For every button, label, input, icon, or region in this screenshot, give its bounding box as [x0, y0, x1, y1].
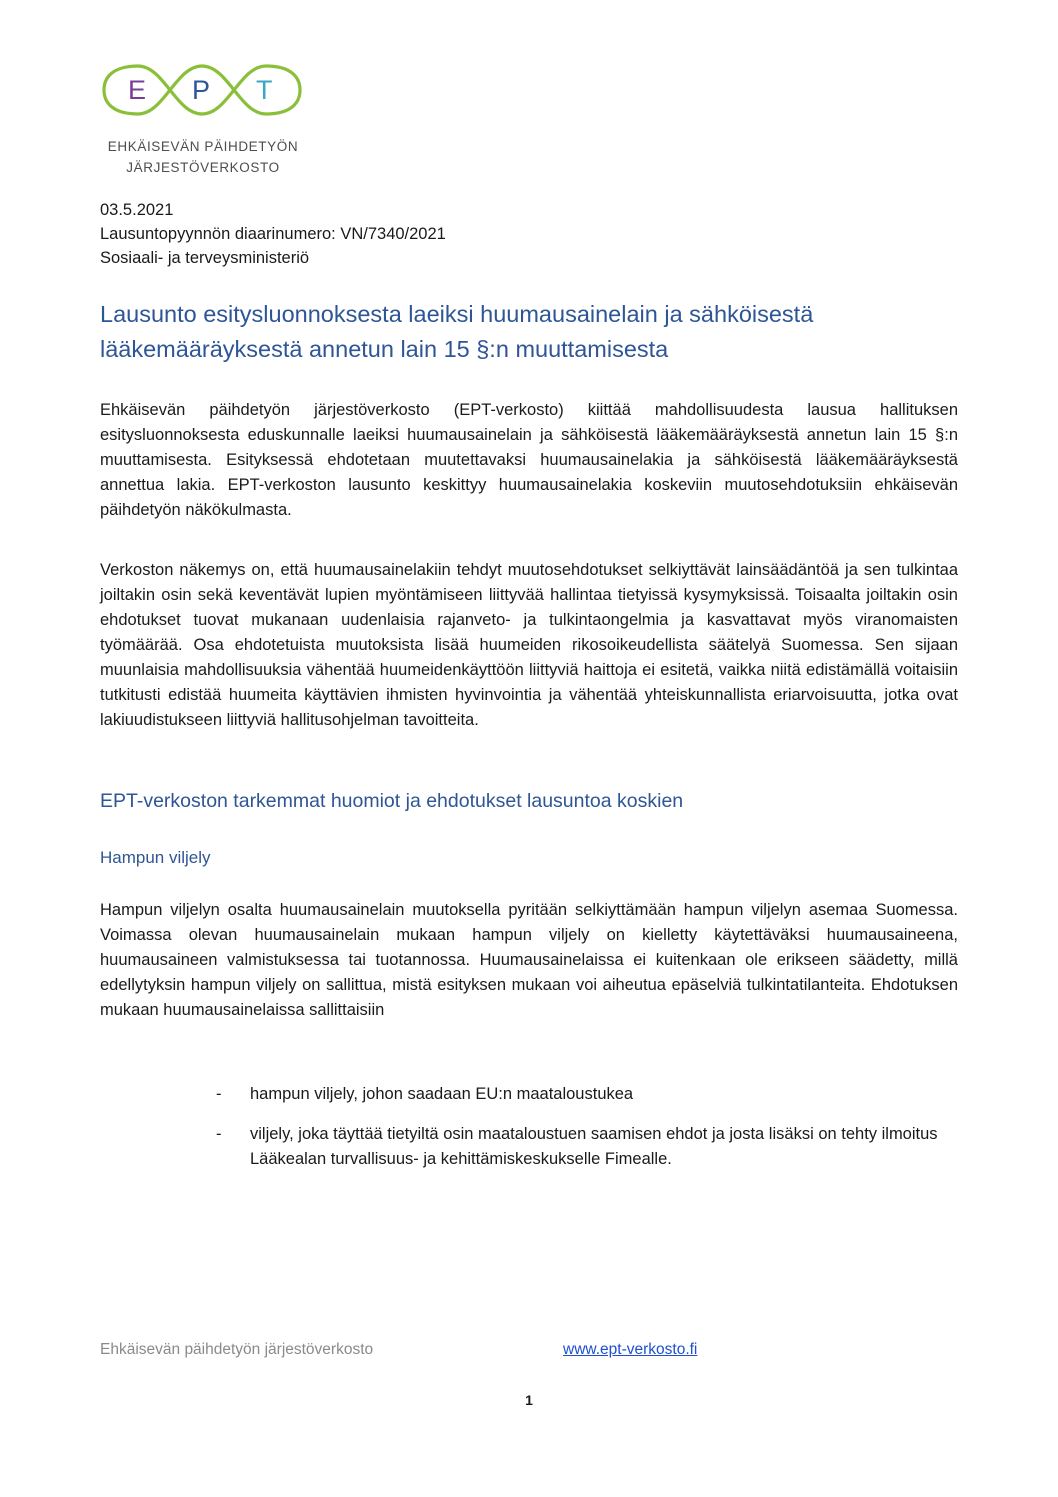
document-meta [100, 198, 446, 270]
document-title [100, 297, 960, 367]
list-item [216, 1082, 960, 1107]
logo-text-line1: EHKÄISEVÄN PÄIHDETYÖN [107, 139, 299, 154]
intro-paragraph: Ehkäisevän päihdetyön järjestöverkosto (EPT-verkosto) kiittää mahdollisuudesta lausua hallituksen esitysluonnoksesta eduskunnalle laeiksi huumausainelain ja sähköisestä lääkemääräyksestä annetun lain 15 §:n muuttamisesta. Esityksessä ehdotetaan muutettavaksi huumausainelakia ja sähköisestä lääkemääräyksestä annettua lakia. EPT-verkoston lausunto keskittyy huumausainelakia koskeviin muutosehdotuksiin ehkäisevän päihdetyön näkökulmasta. [100, 401, 958, 519]
logo-letter-p: P [192, 75, 211, 105]
hemp-paragraph: Hampun viljelyn osalta huumausainelain muutoksella pyritään selkiyttämään hampun viljelyn asemaa Suomessa. Voimassa olevan huumausainelain mukaan hampun viljely on kielletty käytettäväksi huumausaineena, huumausaineen valmistuksessa tai tuotannossa. Huumausainelaissa ei kuitenkaan ole erikseen säädetty, millä edellytyksin hampun viljely on sallittua, mistä esityksen mukaan voi aiheutua epäselviä tulkintatilanteita. Ehdotuksen mukaan huumausainelaissa sallittaisiin [100, 901, 958, 1019]
recipient-ministry: Sosiaali- ja terveysministeriö [100, 249, 310, 267]
footer-organization: Ehkäisevän päihdetyön järjestöverkosto [100, 1341, 374, 1358]
ept-logo [98, 52, 308, 182]
title-line-2: lääkemääräyksestä annetun lain 15 §:n muuttamisesta [100, 336, 669, 362]
logo-text-line2: JÄRJESTÖVERKOSTO [126, 160, 280, 175]
diary-number: Lausuntopyynnön diaarinumero: VN/7340/2021 [100, 225, 446, 243]
allowed-cultivation-list [216, 1082, 960, 1187]
list-item-text: viljely, joka täyttää tietyiltä osin maataloustuen saamisen ehdot ja josta lisäksi on tehty ilmoitus Lääkealan turvallisuus- ja kehittämiskeskukselle Fimealle. [250, 1125, 938, 1168]
list-item-text: hampun viljely, johon saadaan EU:n maataloustukea [250, 1085, 634, 1103]
logo-letter-e: E [128, 75, 147, 105]
view-paragraph: Verkoston näkemys on, että huumausainelakiin tehdyt muutosehdotukset selkiyttävät lainsäädäntöä ja sen tulkintaa joiltakin osin sekä keventävät lupien myöntämiseen liittyvää hallintaa tietyissä kysymyksissä. Toisaalta joiltakin osin ehdotukset tuovat mukanaan uudenlaisia rajanveto- ja tulkintaongelmia ja kasvattavat myös viranomaisten työmäärää. Osa ehdotetuista muutoksista lisää huumeiden rikosoikeudellista säätelyä Suomessa. Sen sijaan muunlaisia mahdollisuuksia vähentää huumeidenkäyttöön liittyviä haittoja ei esitetä, vaikka niitä edistämällä voitaisiin tutkitusti edistää huumeita käyttävien ihmisten hyvinvointia ja vähentää yhteiskunnallista eriarvoisuutta, jotka ovat lakiuudistukseen liittyviä hallitusohjelman tavoitteita. [100, 561, 958, 729]
logo-letter-t: T [256, 75, 273, 105]
footer-website-link[interactable]: www.ept-verkosto.fi [563, 1341, 698, 1358]
page-number: 1 [525, 1392, 533, 1408]
title-line-1: Lausunto esitysluonnoksesta laeiksi huumausainelain ja sähköisestä [100, 301, 814, 327]
list-dash: - [216, 1085, 222, 1103]
subsection-heading: Hampun viljely [100, 848, 211, 867]
logo-mark [98, 52, 308, 134]
list-item [216, 1122, 960, 1172]
document-date: 03.5.2021 [100, 201, 174, 219]
section-heading: EPT-verkoston tarkemmat huomiot ja ehdotukset lausuntoa koskien [100, 790, 684, 812]
list-dash: - [216, 1125, 222, 1143]
